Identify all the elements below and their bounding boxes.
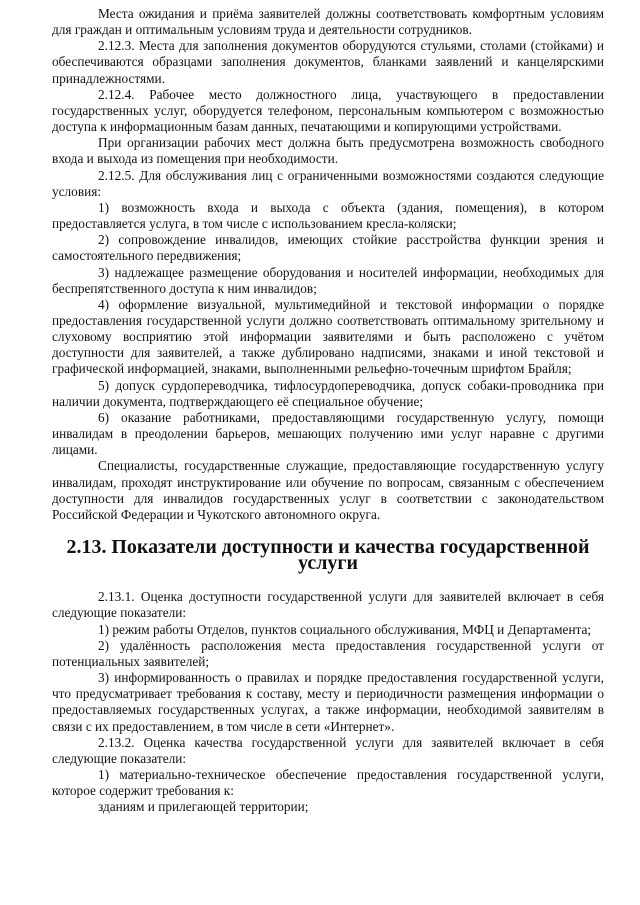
paragraph: 2.12.4. Рабочее место должностного лица, участвующего в предоставлении государственных услуг, оборудуется телефоном, персональным компьютером с возможностью доступа к информационным базам данных, печатающими и копирующими устройствами. [52,86,604,135]
section-heading: 2.13. Показатели доступности и качества государственной услуги [66,536,590,575]
paragraph: 2.13.1. Оценка доступности государственной услуги для заявителей включает в себя следующие показатели: [52,589,604,621]
paragraph: 2.13.2. Оценка качества государственной услуги для заявителей включает в себя следующие показатели: [52,734,604,766]
paragraph: Места ожидания и приёма заявителей должны соответствовать комфортным условиям для граждан и оптимальным условиям труда и деятельности сотрудников. [52,6,604,38]
list-item: 2) удалённость расположения места предоставления государственной услуги от потенциальных заявителей; [52,637,604,669]
paragraph: 2.12.5. Для обслуживания лиц с ограниченными возможностями создаются следующие условия: [52,167,604,199]
list-item: 1) режим работы Отделов, пунктов социального обслуживания, МФЦ и Департамента; [98,621,592,637]
list-item: 1) материально-техническое обеспечение предоставления государственной услуги, которое содержит требования к: [52,767,604,799]
document-page [52,6,604,816]
list-item: 3) информированность о правилах и порядке предоставления государственной услуги, что предусматривает требования к составу, месту и периодичности размещения информации о предоставляемых государственных услугах, а также информации, необходимой заявителям в связи с их предоставлением, в том числе в сети «Интернет». [52,670,604,734]
paragraph: 2.12.3. Места для заполнения документов оборудуются стульями, столами (стойками) и обеспечиваются образцами заполнения документов, бланками заявлений и канцелярскими принадлежностями. [52,38,604,86]
list-item: 4) оформление визуальной, мультимедийной и текстовой информации о порядке предоставления государственной услуги должно соответствовать оптимальному зрительному и слуховому восприятию этой информации заявителями и быть расположено с учётом доступности для заявителей, а также дублировано надписями, знаками и иной текстовой и графической информацией, знаками, выполненными рельефно-точечным шрифтом Брайля; [52,296,604,377]
list-item: 6) оказание работниками, предоставляющими государственную услугу, помощи инвалидам в преодолении барьеров, мешающих получению ими услуг наравне с другими лицами. [52,409,604,458]
list-item: 1) возможность входа и выхода с объекта (здания, помещения), в котором предоставляется услуга, в том числе с использованием кресла-коляски; [52,199,604,232]
paragraph: зданиям и прилегающей территории; [98,799,309,815]
spacer [52,571,604,589]
list-item: 3) надлежащее размещение оборудования и носителей информации, необходимых для беспрепятственного доступа к ним инвалидов; [52,264,604,296]
paragraph: Специалисты, государственные служащие, предоставляющие государственную услугу инвалидам, проходят инструктирование или обучение по вопросам, связанным с обеспечением доступности для инвалидов государственных услуг в соответствии с законодательством Российской Федерации и Чукотского автономного округа. [52,458,604,522]
paragraph: При организации рабочих мест должна быть предусмотрена возможность свободного входа и выхода из помещения при необходимости. [52,135,604,167]
list-item: 2) сопровождение инвалидов, имеющих стойкие расстройства функции зрения и самостоятельного передвижения; [52,232,604,264]
list-item: 5) допуск сурдопереводчика, тифлосурдопереводчика, допуск собаки-проводника при наличии документа, подтверждающего её специальное обучение; [52,377,604,409]
